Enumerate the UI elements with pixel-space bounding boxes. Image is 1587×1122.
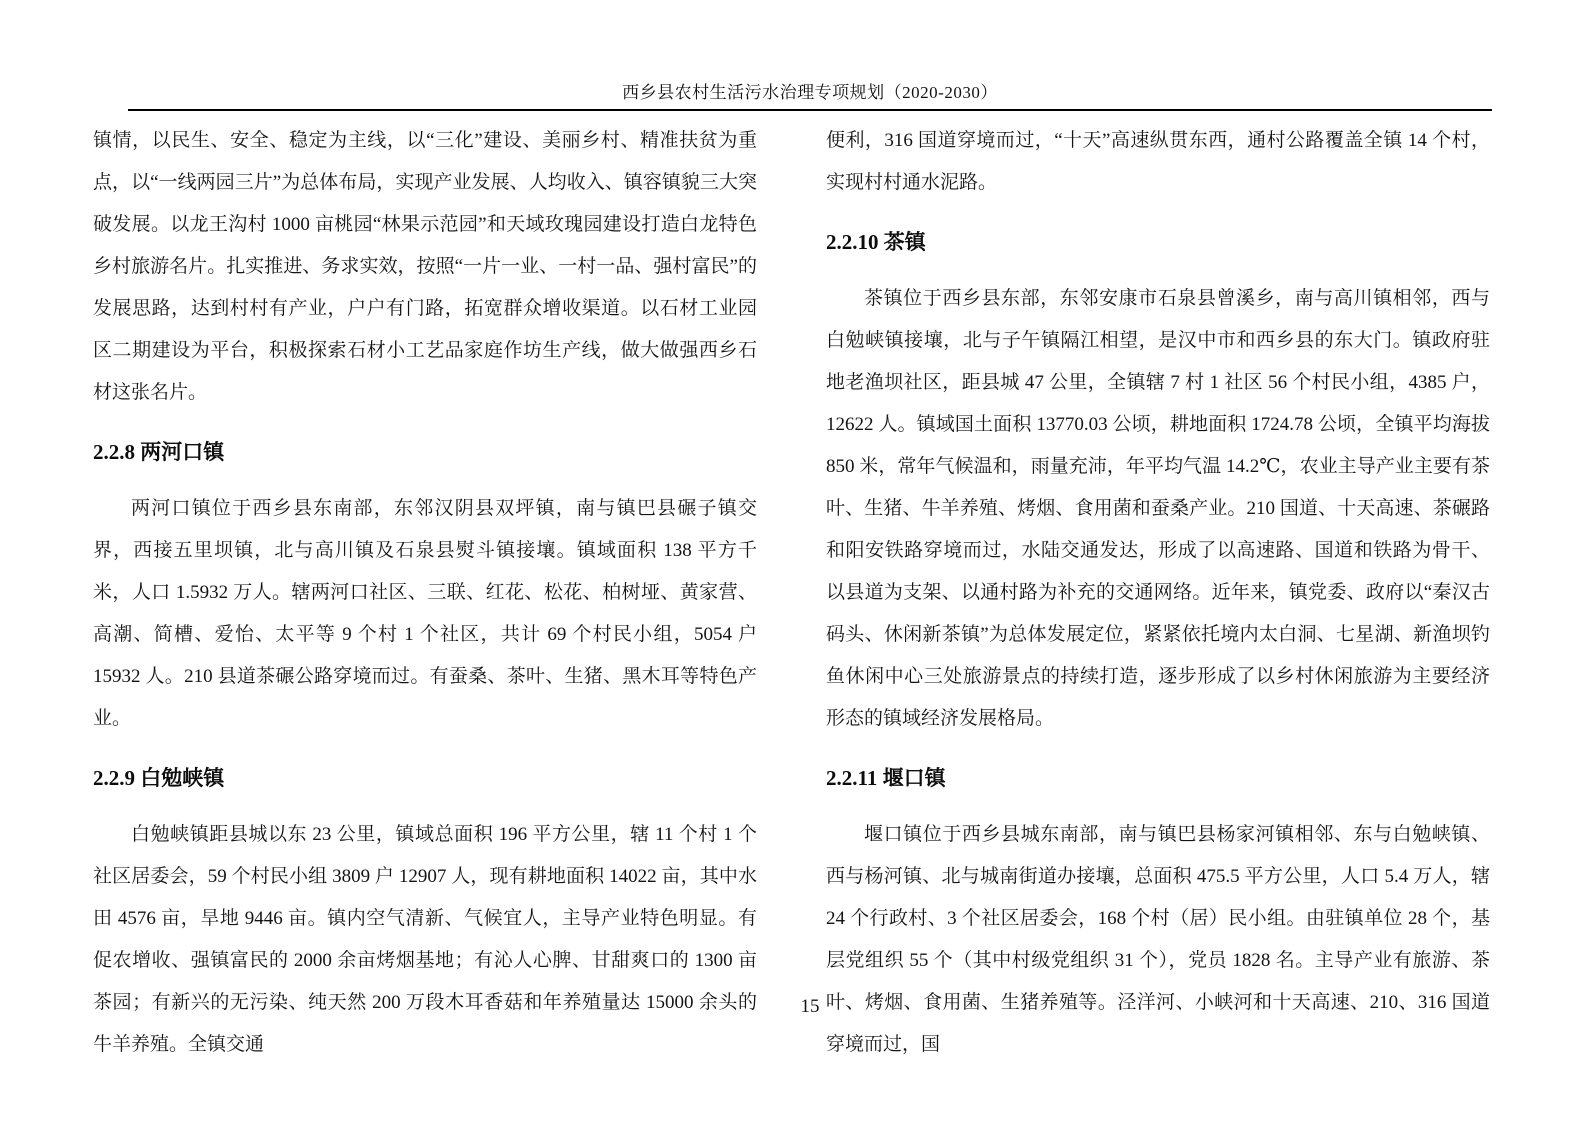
section-heading-2-2-9: 2.2.9 白勉峡镇 [93, 766, 225, 790]
section-2-2-10-body: 茶镇位于西乡县东部，东邻安康市石泉县曾溪乡，南与高川镇相邻，西与白勉峡镇接壤，北与子午镇隔江相望，是汉中市和西乡县的东大门。镇政府驻地老渔坝社区，距县城 47 公里，全镇辖 7 村 1 社区 56 个村民小组，4385 户，12622 人。镇域国土面积 13770.03 公顷，耕地面积 1724.78 公顷，全镇平均海拔 850 米，常年气候温和，雨量充沛，年平均气温 14.2℃，农业主导产业主要有茶叶、生猪、牛羊养殖、烤烟、食用菌和蚕桑产业。210 国道、十天高速、茶碾路和阳安铁路穿境而过，水陆交通发达，形成了以高速路、国道和铁路为骨干、以县道为支架、以通村路为补充的交通网络。近年来，镇党委、政府以“秦汉古码头、休闲新茶镇”为总体发展定位，紧紧依托境内太白洞、七星湖、新渔坝钓鱼休闲中心三处旅游景点的持续打造，逐步形成了以乡村休闲旅游为主要经济形态的镇域经济发展格局。 [826, 288, 1490, 729]
section-heading-2-2-11: 2.2.11 堰口镇 [826, 766, 946, 790]
section-heading-2-2-8: 2.2.8 两河口镇 [93, 440, 225, 464]
section-heading-2-2-10: 2.2.10 茶镇 [826, 230, 926, 254]
left-column [93, 120, 757, 1066]
left-intro-paragraph: 镇情，以民生、安全、稳定为主线，以“三化”建设、美丽乡村、精准扶贫为重点，以“一线两园三片”为总体布局，实现产业发展、人均收入、镇容镇貌三大突破发展。以龙王沟村 1000 亩桃园“林果示范园”和天域玫瑰园建设打造白龙特色乡村旅游名片。扎实推进、务求实效，按照“一片一业、一村一品、强村富民”的发展思路，达到村村有产业，户户有门路，拓宽群众增收渠道。以石材工业园区二期建设为平台，积极探索石材小工艺品家庭作坊生产线，做大做强西乡石材这张名片。 [93, 130, 757, 403]
right-column [826, 120, 1490, 1066]
page-header-title: 西乡县农村生活污水治理专项规划（2020-2030） [622, 83, 998, 102]
right-continuation-paragraph: 便利，316 国道穿境而过，“十天”高速纵贯东西，通村公路覆盖全镇 14 个村，实现村村通水泥路。 [826, 130, 1490, 193]
section-2-2-8-body: 两河口镇位于西乡县东南部，东邻汉阴县双坪镇，南与镇巴县碾子镇交界，西接五里坝镇，北与高川镇及石泉县熨斗镇接壤。镇域面积 138 平方千米，人口 1.5932 万人。辖两河口社区、三联、红花、松花、柏树垭、黄家营、高潮、简槽、爱怡、太平等 9 个村 1 个社区，共计 69 个村民小组，5054 户 15932 人。210 县道茶碾公路穿境而过。有蚕桑、茶叶、生猪、黑木耳等特色产业。 [93, 498, 757, 729]
section-2-2-11-body: 堰口镇位于西乡县城东南部，南与镇巴县杨家河镇相邻、东与白勉峡镇、西与杨河镇、北与城南街道办接壤，总面积 475.5 平方公里，人口 5.4 万人，辖 24 个行政村、3 个社区居委会，168 个村（居）民小组。由驻镇单位 28 个，基层党组织 55 个（其中村级党组织 31 个），党员 1828 名。主导产业有旅游、茶叶、烤烟、食用菌、生猪养殖等。泾洋河、小峡河和十天高速、210、316 国道穿境而过，国 [826, 824, 1490, 1055]
header-rule [128, 109, 1492, 111]
section-2-2-9-body: 白勉峡镇距县城以东 23 公里，镇域总面积 196 平方公里，辖 11 个村 1 个社区居委会，59 个村民小组 3809 户 12907 人，现有耕地面积 14022 亩，其中水田 4576 亩，旱地 9446 亩。镇内空气清新、气候宜人，主导产业特色明显。有促农增收、强镇富民的 2000 余亩烤烟基地；有沁人心脾、甘甜爽口的 1300 亩茶园；有新兴的无污染、纯天然 200 万段木耳香菇和年养殖量达 15000 余头的牛羊养殖。全镇交通 [93, 824, 757, 1055]
page-number: 15 [800, 996, 820, 1017]
